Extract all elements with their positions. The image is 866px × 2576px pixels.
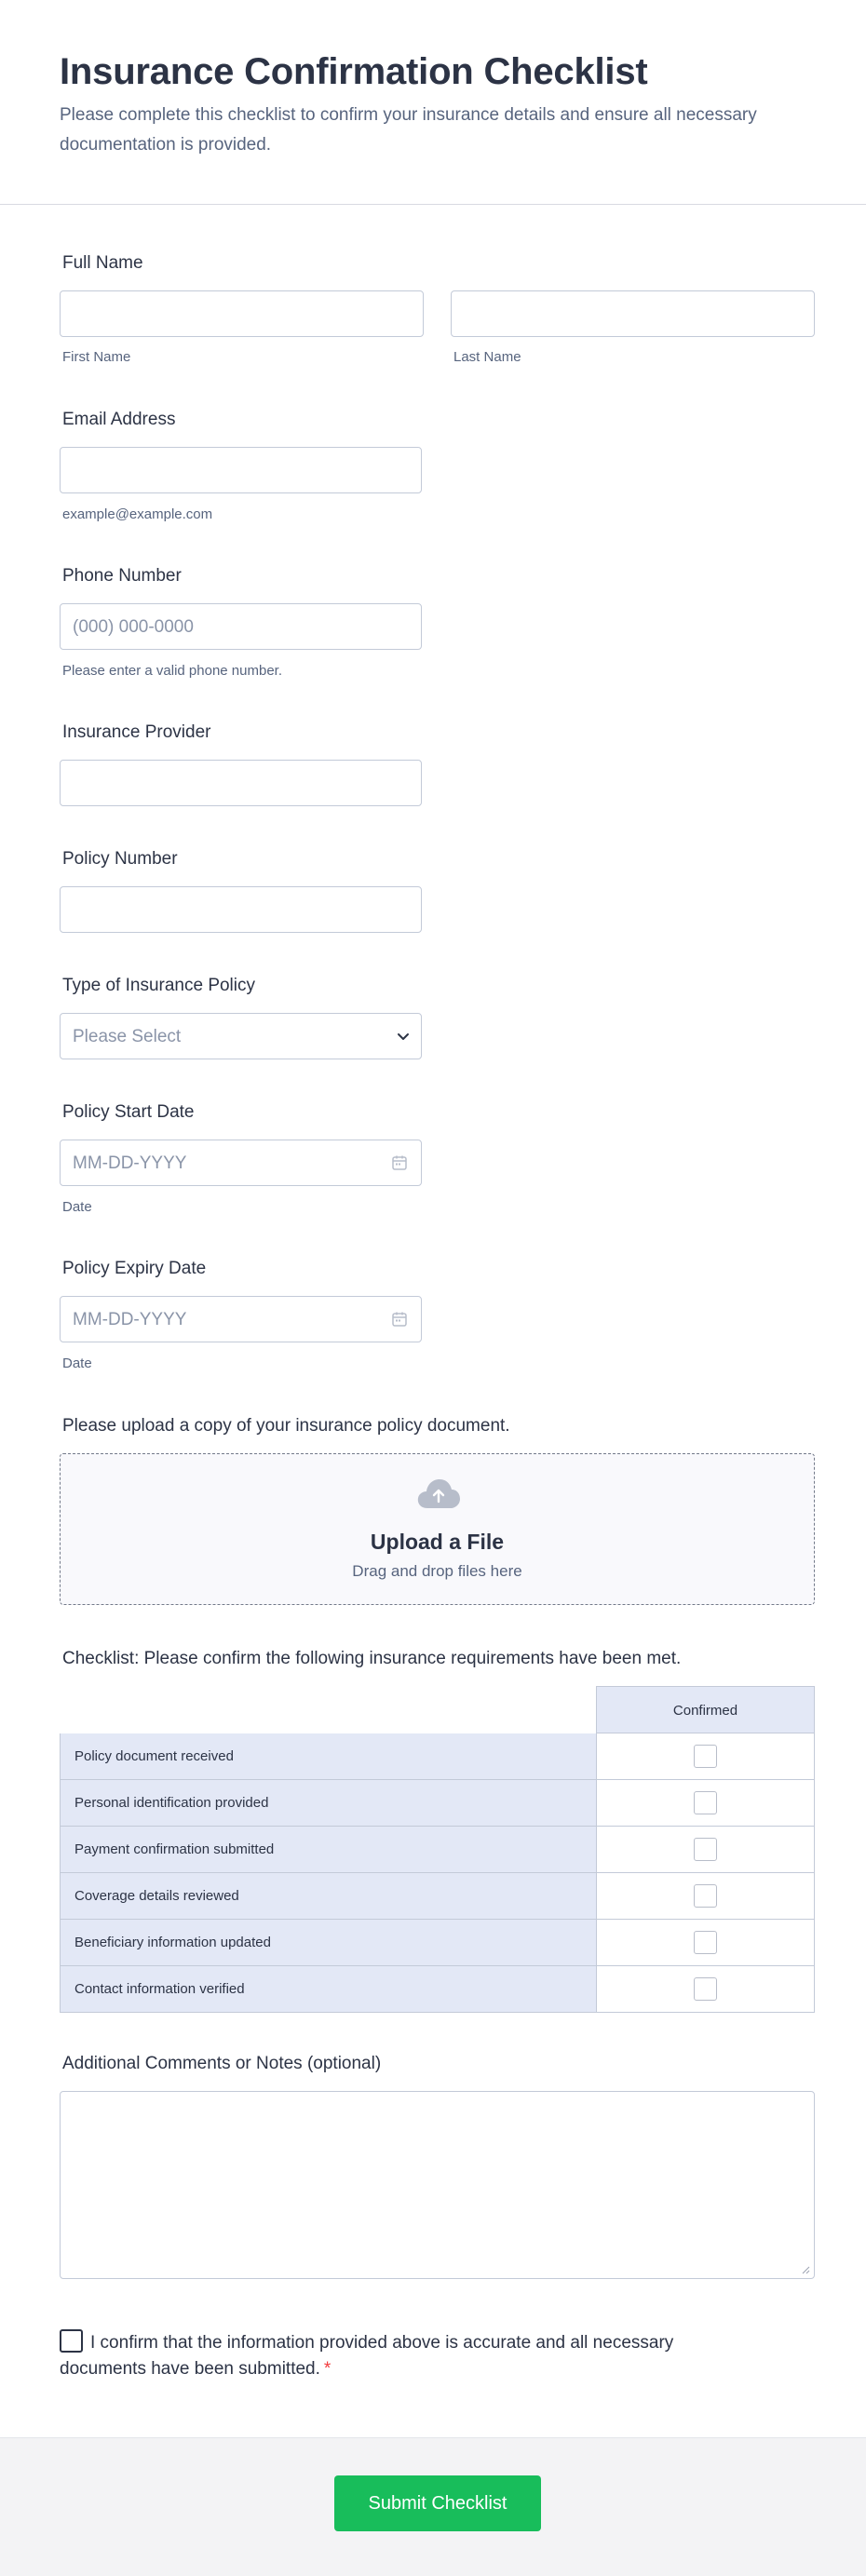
email-sublabel: example@example.com <box>62 506 213 522</box>
matrix-column-header: Confirmed <box>596 1686 815 1733</box>
policy-type-label: Type of Insurance Policy <box>62 976 255 995</box>
policy-type-placeholder: Please Select <box>73 1027 182 1046</box>
matrix-row-label: Coverage details reviewed <box>60 1873 596 1920</box>
matrix-row <box>60 1780 815 1827</box>
comments-label: Additional Comments or Notes (optional) <box>62 2054 382 2073</box>
matrix-cell <box>596 1873 815 1920</box>
submit-button[interactable]: Submit Checklist <box>334 2475 541 2531</box>
confirm-checkbox[interactable] <box>694 1791 717 1814</box>
matrix-row-label: Payment confirmation submitted <box>60 1827 596 1873</box>
matrix-row <box>60 1733 815 1780</box>
start-date-sublabel: Date <box>62 1199 92 1215</box>
matrix-cell <box>596 1780 815 1827</box>
matrix-header-row <box>60 1686 815 1733</box>
first-name-sublabel: First Name <box>62 349 131 365</box>
matrix-row-label: Policy document received <box>60 1733 596 1780</box>
confirm-checkbox[interactable] <box>694 1745 717 1768</box>
resize-handle-icon[interactable] <box>801 2265 810 2274</box>
form-header <box>0 0 866 205</box>
matrix-row <box>60 1966 815 2013</box>
matrix-cell <box>596 1827 815 1873</box>
confirm-checkbox[interactable] <box>694 1977 717 2001</box>
provider-input[interactable] <box>60 760 422 806</box>
expiry-date-sublabel: Date <box>62 1355 92 1371</box>
start-date-placeholder: MM-DD-YYYY <box>73 1153 187 1173</box>
matrix-cell <box>596 1920 815 1966</box>
confirm-checkbox[interactable] <box>694 1838 717 1861</box>
confirm-checkbox[interactable] <box>694 1931 717 1954</box>
required-asterisk: * <box>323 2359 332 2379</box>
matrix-row-label: Beneficiary information updated <box>60 1920 596 1966</box>
chevron-down-icon <box>397 1030 410 1043</box>
consent-field <box>60 2329 711 2382</box>
matrix-row-label: Contact information verified <box>60 1966 596 2013</box>
confirm-checkbox[interactable] <box>694 1884 717 1908</box>
provider-label: Insurance Provider <box>62 722 211 742</box>
last-name-input[interactable] <box>451 290 815 337</box>
expiry-date-input[interactable] <box>60 1296 422 1342</box>
comments-textarea[interactable] <box>60 2091 815 2279</box>
policy-number-label: Policy Number <box>62 849 178 869</box>
form-description: Please complete this checklist to confirm your insurance details and ensure all necessary documentation is provided. <box>60 105 757 155</box>
consent-checkbox[interactable] <box>60 2329 83 2353</box>
email-label: Email Address <box>62 410 176 429</box>
start-date-label: Policy Start Date <box>62 1102 195 1122</box>
form-footer <box>0 2437 866 2576</box>
matrix-row <box>60 1920 815 1966</box>
checklist-matrix <box>60 1686 815 2013</box>
expiry-date-placeholder: MM-DD-YYYY <box>73 1310 187 1329</box>
policy-type-select[interactable] <box>60 1013 422 1059</box>
file-upload-dropzone[interactable] <box>60 1453 815 1605</box>
calendar-icon[interactable] <box>391 1154 408 1171</box>
matrix-row-label: Personal identification provided <box>60 1780 596 1827</box>
phone-sublabel: Please enter a valid phone number. <box>62 663 282 679</box>
checklist-label: Checklist: Please confirm the following insurance requirements have been met. <box>62 1649 682 1668</box>
phone-input[interactable] <box>60 603 422 650</box>
upload-hint: Drag and drop files here <box>352 1562 522 1580</box>
policy-number-input[interactable] <box>60 886 422 933</box>
phone-label: Phone Number <box>62 566 182 586</box>
phone-placeholder: (000) 000-0000 <box>73 617 194 637</box>
upload-label: Please upload a copy of your insurance policy document. <box>62 1416 510 1436</box>
email-input[interactable] <box>60 447 422 493</box>
matrix-row <box>60 1827 815 1873</box>
form-title: Insurance Confirmation Checklist <box>60 51 648 92</box>
upload-title: Upload a File <box>370 1530 505 1554</box>
matrix-cell <box>596 1733 815 1780</box>
calendar-icon[interactable] <box>391 1311 408 1328</box>
matrix-cell <box>596 1966 815 2013</box>
first-name-input[interactable] <box>60 290 424 337</box>
consent-text: I confirm that the information provided above is accurate and all necessary documents have been submitted. <box>60 2333 674 2379</box>
cloud-upload-icon <box>416 1477 461 1510</box>
full-name-label: Full Name <box>62 253 143 273</box>
last-name-sublabel: Last Name <box>453 349 521 365</box>
start-date-input[interactable] <box>60 1140 422 1186</box>
expiry-date-label: Policy Expiry Date <box>62 1259 207 1278</box>
matrix-row <box>60 1873 815 1920</box>
